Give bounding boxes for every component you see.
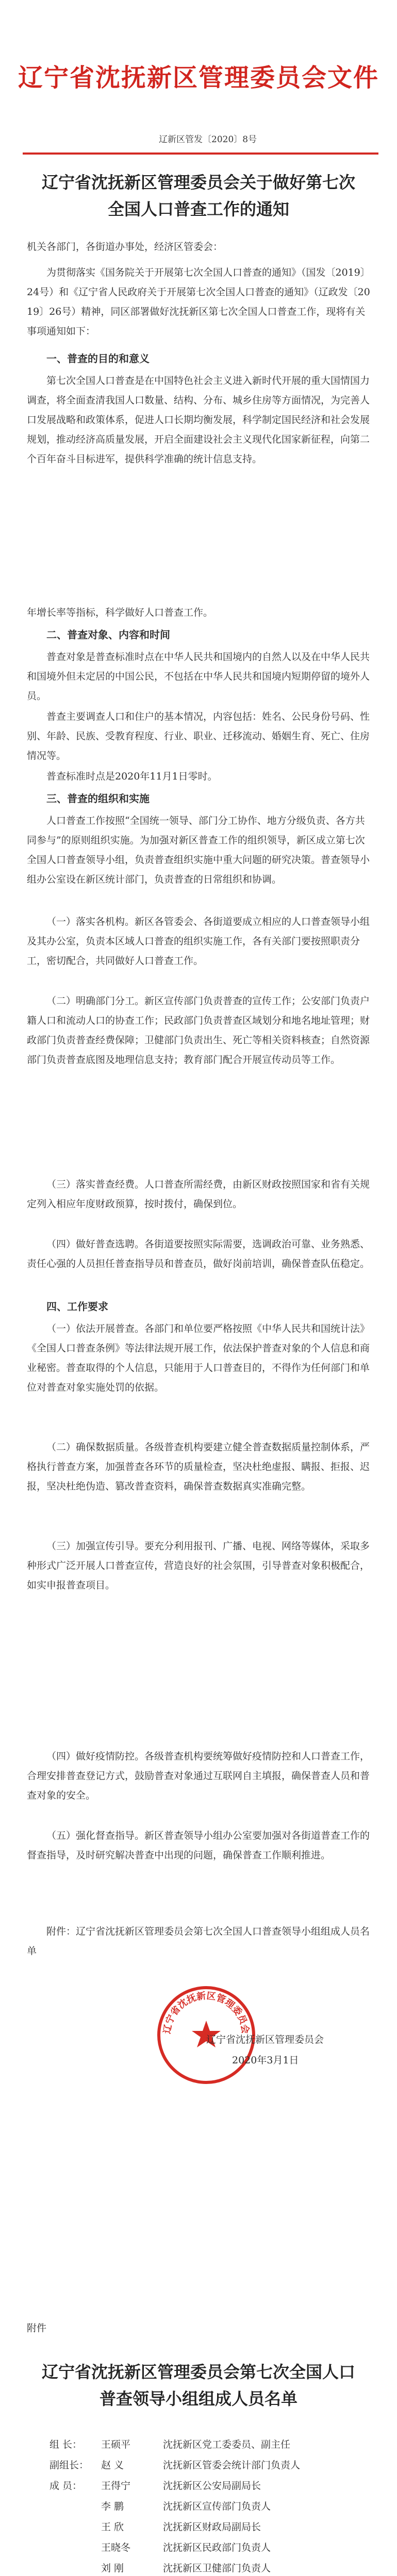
section-4-paragraph-4: （四）做好疫情防控。各级普查机构要统筹做好疫情防控和人口普查工作，合理安排普查登记方式，鼓励普查对象通过互联网自主填报，确保普查人员和普查对象的安全。 — [27, 1751, 370, 1801]
member-title: 沈抚新区财政局副局长 — [163, 2521, 261, 2533]
signature-line: 辽宁省沈抚新区管理委员会 — [206, 2034, 324, 2045]
section-4-paragraph-3: （三）加强宣传引导。要充分利用报刊、广播、电视、网络等媒体，采取多种形式广泛开展人口普查宣传，营造良好的社会氛围，引导普查对象积极配合，如实申报普查项目。 — [27, 1540, 370, 1591]
member-row — [49, 2540, 271, 2554]
notice-title-line1: 辽宁省沈抚新区管理委员会关于做好第七次 — [41, 173, 355, 192]
document-title: 辽宁省沈抚新区管理委员会文件 — [18, 63, 379, 92]
page-5-attachment — [0, 2287, 397, 2576]
section-3-heading: 三、普查的组织和实施 — [46, 792, 150, 805]
sign-date: 2020年3月1日 — [232, 2055, 299, 2066]
member-title: 沈抚新区宣传部门负责人 — [163, 2501, 271, 2512]
section-1-continuation: 年增长率等指标，科学做好人口普查工作。 — [27, 607, 213, 618]
member-name: 刘 刚 — [101, 2563, 124, 2574]
section-4-paragraph-1: （一）依法开展普查。各部门和单位要严格按照《中华人民共和国统计法》《全国人口普查条例》等法律法规开展工作，依法保护普查对象的个人信息和商业秘密。普查取得的个人信息，只能用于人口普查目的，不得作为任何部门和单位对普查对象实施处罚的依据。 — [27, 1323, 370, 1393]
recipient-line: 机关各部门，各街道办事处，经济区管委会： — [27, 241, 223, 252]
member-role: 组 长： — [49, 2439, 82, 2450]
document-number: 辽新区管发〔2020〕8号 — [159, 134, 257, 145]
section-3-paragraph-1: 人口普查工作按照“全国统一领导、部门分工协作、地方分级负责、各方共同参与”的原则组织实施。为加强对新区普查工作的组织领导，新区成立第七次全国人口普查领导小组，负责普查组织实施中重大问题的研究决策。普查领导小组办公室设在新区统计部门，负责普查的日常组织和协调。 — [27, 815, 370, 885]
section-4-paragraph-2: （二）确保数据质量。各级普查机构要建立健全普查数据质量控制体系，严格执行普查方案，加强普查各环节的质量检查，坚决杜绝虚报、瞒报、拒报、迟报，坚决杜绝伪造、篡改普查资料，确保普查数据真实准确完整。 — [27, 1442, 370, 1492]
member-row — [49, 2437, 290, 2451]
member-row — [49, 2478, 261, 2492]
section-2-paragraph-2: 普查主要调查人口和住户的基本情况，内容包括：姓名、公民身份号码、性别、年龄、民族、受教育程度、行业、职业、迁移流动、婚姻生育、死亡、住房情况等。 — [27, 711, 370, 761]
member-name: 王得宁 — [101, 2480, 131, 2492]
member-name: 王硕平 — [101, 2439, 131, 2450]
section-1-paragraph: 第七次全国人口普查是在中国特色社会主义进入新时代开展的重大国情国力调查，将全面查清我国人口数量、结构、分布、城乡住房等方面情况，为完善人口发展战略和政策体系，促进人口长期均衡发展，科学制定国民经济和社会发展规划，推动经济高质量发展，开启全面建设社会主义现代化国家新征程，向第二个百年奋斗目标进军，提供科学准确的统计信息支持。 — [27, 375, 370, 465]
red-divider — [23, 152, 378, 155]
section-2-paragraph-3: 普查标准时点是2020年11月1日零时。 — [46, 771, 218, 782]
page-3 — [0, 1144, 397, 1716]
section-3-paragraph-5: （四）做好普查选聘。各街道要按照实际需要，选调政治可靠、业务熟悉、责任心强的人员担任普查指导员和普查员，做好岗前培训，确保普查队伍稳定。 — [27, 1239, 370, 1269]
member-row — [49, 2458, 300, 2471]
section-4-paragraph-5: （五）强化督查指导。新区普查领导小组办公室要加强对各街道普查工作的督查指导，及时研究解决普查中出现的问题，确保普查工作顺利推进。 — [27, 1830, 370, 1861]
section-2-paragraph-1: 普查对象是普查标准时点在中华人民共和国境内的自然人以及在中华人民共和国境外但未定居的中国公民，不包括在中华人民共和国境内短期停留的境外人员。 — [27, 651, 370, 702]
member-title: 沈抚新区公安局副局长 — [163, 2480, 261, 2492]
member-name: 王 欣 — [101, 2521, 124, 2533]
member-title: 沈抚新区管委会统计部门负责人 — [163, 2460, 301, 2471]
member-name: 赵 义 — [101, 2460, 124, 2471]
member-name: 李 鹏 — [101, 2501, 124, 2512]
section-3-paragraph-4: （三）落实普查经费。人口普查所需经费，由新区财政按照国家和省有关规定列入相应年度财政预算，按时拨付，确保到位。 — [27, 1179, 370, 1210]
page-4 — [0, 1716, 397, 2287]
intro-paragraph: 为贯彻落实《国务院关于开展第七次全国人口普查的通知》（国发〔2019〕24号）和《辽宁省人民政府关于开展第七次全国人口普查的通知》（辽政发〔2019〕26号）精神，同区部署做好沈抚新区第七次全国人口普查工作，现将有关事项通知如下： — [27, 267, 370, 337]
section-2-heading: 二、普查对象、内容和时间 — [46, 629, 170, 641]
attachment-title-line1: 辽宁省沈抚新区管理委员会第七次全国人口 — [41, 2362, 355, 2382]
member-title: 沈抚新区卫健部门负责人 — [163, 2563, 271, 2574]
member-title: 沈抚新区民政部门负责人 — [163, 2542, 271, 2553]
member-title: 沈抚新区党工委委员、副主任 — [163, 2439, 291, 2450]
page-2 — [0, 572, 397, 1144]
notice-title-line2: 全国人口普查工作的通知 — [107, 199, 289, 219]
attachment-label: 附件 — [27, 2323, 47, 2334]
member-role: 成 员： — [49, 2480, 82, 2492]
attachment-title-line2: 普查领导小组组成人员名单 — [99, 2389, 297, 2409]
section-4-heading: 四、工作要求 — [46, 1300, 108, 1313]
member-row — [49, 2499, 271, 2513]
member-row — [49, 2519, 261, 2533]
seal-text: 辽宁省沈抚新区管理委员会 — [161, 1990, 251, 2035]
section-1-heading: 一、普查的目的和意义 — [46, 352, 150, 365]
member-name: 王晓冬 — [101, 2542, 131, 2553]
section-3-paragraph-3: （二）明确部门分工。新区宣传部门负责普查的宣传工作；公安部门负责户籍人口和流动人口的协查工作；民政部门负责普查区域划分和地名地址管理；财政部门负责普查经费保障；卫健部门负责出生、死亡等相关资料核查；自然资源部门负责普查底图及地理信息支持；教育部门配合开展宣传动员等工作。 — [27, 995, 370, 1065]
member-row — [49, 2561, 271, 2574]
page-1 — [0, 0, 397, 572]
member-role: 副组长： — [49, 2460, 89, 2471]
attachment-note: 附件：辽宁省沈抚新区管理委员会第七次全国人口普查领导小组组成人员名单 — [27, 1926, 370, 1957]
section-3-paragraph-2: （一）落实各机构。新区各管委会、各街道要成立相应的人口普查领导小组及其办公室，负责本区域人口普查的组织实施工作，各有关部门要按照职责分工，密切配合，共同做好人口普查工作。 — [27, 916, 370, 967]
